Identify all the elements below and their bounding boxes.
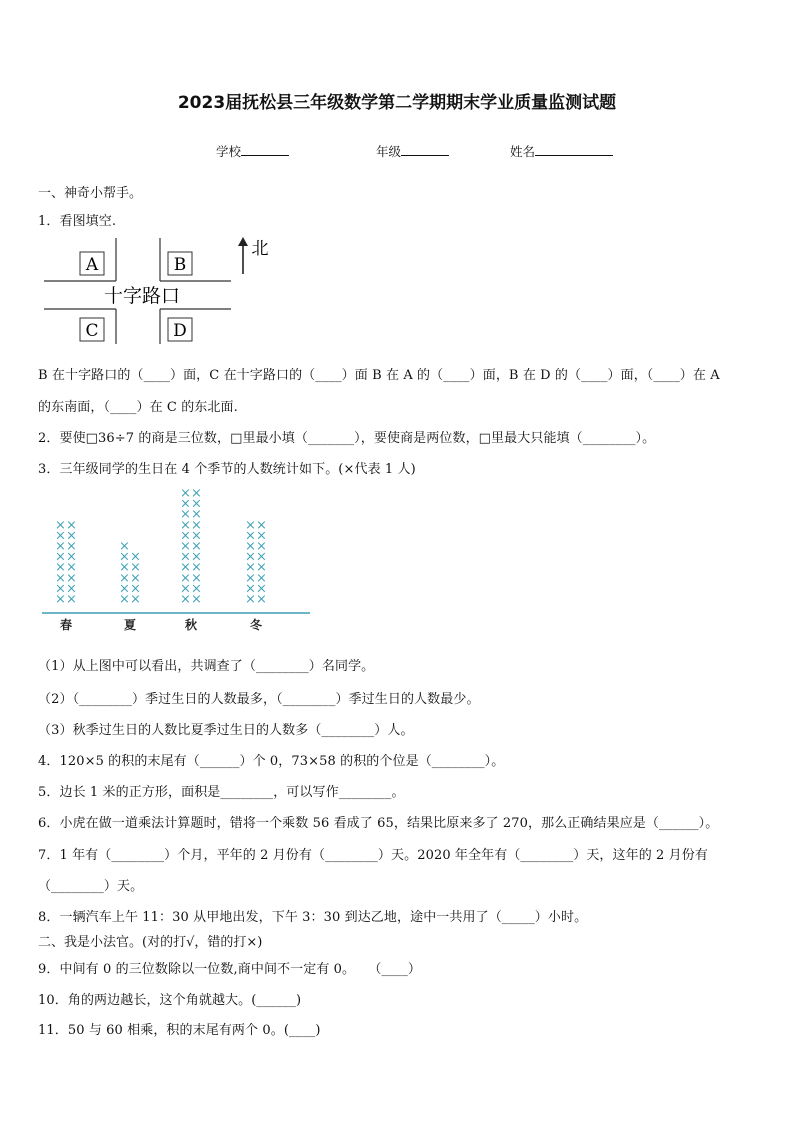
pictograph-mark-1-12: × (66, 560, 77, 576)
pictograph-mark-3-10: × (180, 496, 191, 512)
pictograph-mark-3-4: × (180, 560, 191, 576)
pictograph-mark-4-12: × (256, 560, 267, 576)
q3-lead: 3．三年级同学的生日在 4 个季节的人数统计如下。(×代表 1 人) (38, 462, 416, 477)
pictograph-mark-1-9: × (66, 592, 77, 607)
pictograph-mark-1-6: × (55, 539, 66, 554)
pictograph-mark-3-19: × (191, 517, 202, 533)
pictograph-mark-1-15: × (66, 528, 77, 544)
pictograph-mark-1-1: × (55, 592, 66, 607)
category-label-2: 夏 (123, 618, 137, 632)
label-d: D (173, 321, 187, 341)
pictograph-mark-4-16: × (256, 517, 267, 533)
pictograph-mark-2-6: × (119, 539, 130, 554)
q9-text: 9．中间有 0 的三位数除以一位数,商中间不一定有 0。 （____） (38, 962, 421, 977)
pictograph-mark-1-8: × (55, 517, 66, 533)
pictograph-mark-3-21: × (191, 496, 202, 512)
pictograph-mark-1-11: × (66, 570, 77, 586)
page-title: 2023届抚松县三年级数学第二学期期末学业质量监测试题 (177, 93, 617, 113)
pictograph-mark-2-9: × (130, 570, 141, 586)
pictograph-mark-4-7: × (245, 528, 256, 544)
name-blank[interactable] (535, 143, 613, 156)
pictograph-mark-4-4: × (245, 560, 256, 576)
pictograph-mark-3-9: × (180, 507, 191, 523)
q5-text: 5．边长 1 米的正方形，面积是________，可以写作________。 (38, 785, 405, 800)
pictograph-mark-3-12: × (191, 592, 202, 607)
category-label-3: 秋 (184, 618, 198, 632)
pictograph-mark-3-22: × (191, 486, 202, 501)
pictograph-mark-4-14: × (256, 539, 267, 554)
pictograph-mark-1-16: × (66, 517, 77, 533)
pictograph-mark-1-14: × (66, 539, 77, 554)
school-blank[interactable] (241, 143, 289, 156)
section2-heading: 二、我是小法官。(对的打√，错的打×) (38, 935, 263, 950)
q4-text: 4．120×5 的积的末尾有（______）个 0，73×58 的积的个位是（________）。 (38, 754, 505, 769)
q1-lead: 1．看图填空. (38, 214, 117, 229)
pictograph-mark-2-7: × (130, 592, 141, 607)
pictograph-mark-4-13: × (256, 549, 267, 565)
crossroads-label: 十字路口 (103, 285, 181, 307)
q3-sub1: （1）从上图中可以看出，共调查了（________）名同学。 (38, 659, 375, 674)
pictograph-mark-4-6: × (245, 539, 256, 554)
pictograph-mark-2-4: × (119, 560, 130, 576)
section1-heading: 一、神奇小帮手。 (38, 186, 143, 201)
pictograph-mark-3-3: × (180, 570, 191, 586)
pictograph-mark-4-5: × (245, 549, 256, 565)
label-c: C (85, 321, 99, 341)
grade-blank[interactable] (401, 143, 449, 156)
pictograph-mark-2-11: × (130, 549, 141, 565)
pictograph-mark-3-17: × (191, 539, 202, 554)
q1-text-line2: 的东南面，（____）在 C 的东北面. (38, 400, 238, 415)
pictograph-mark-2-5: × (119, 549, 130, 565)
pictograph-mark-1-2: × (55, 581, 66, 597)
pictograph-mark-4-9: × (256, 592, 267, 607)
category-label-1: 春 (59, 618, 73, 632)
pictograph-mark-3-2: × (180, 581, 191, 597)
pictograph-mark-2-3: × (119, 570, 130, 586)
label-box-a (80, 252, 104, 275)
q2-text: 2．要使□36÷7 的商是三位数，□里最小填（_______），要使商是两位数，□里最大只能填（________）。 (38, 431, 656, 446)
grade-label: 年级 (376, 144, 402, 159)
label-box-b (168, 252, 192, 275)
label-b: B (173, 255, 187, 275)
pictograph-mark-3-1: × (180, 592, 191, 607)
name-field[interactable] (510, 142, 613, 160)
pictograph-mark-3-16: × (191, 549, 202, 565)
pictograph-mark-3-15: × (191, 560, 202, 576)
q3-sub2: （2）（________）季过生日的人数最多，（________）季过生日的人数最少。 (38, 692, 480, 707)
grade-field[interactable] (376, 142, 449, 160)
pictograph-mark-2-2: × (119, 581, 130, 597)
q11-text: 11．50 与 60 相乘，积的末尾有两个 0。(____) (38, 1023, 321, 1038)
pictograph-mark-2-8: × (130, 581, 141, 597)
label-box-c (80, 318, 104, 341)
pictograph-mark-3-18: × (191, 528, 202, 544)
pictograph-mark-4-10: × (256, 581, 267, 597)
pictograph-mark-3-5: × (180, 549, 191, 565)
label-box-d (168, 318, 192, 341)
pictograph-mark-3-7: × (180, 528, 191, 544)
pictograph-mark-4-11: × (256, 570, 267, 586)
q7-line2: （________）天。 (38, 879, 144, 894)
pictograph-mark-4-1: × (245, 592, 256, 607)
q6-text: 6．小虎在做一道乘法计算题时，错将一个乘数 56 看成了 65，结果比原来多了 270，那么正确结果应是（______）。 (38, 816, 719, 831)
pictograph-mark-1-4: × (55, 560, 66, 576)
q7-line1: 7．1 年有（________）个月，平年的 2 月份有（________）天。2020 年全年有（________）天，这年的 2 月份有 (38, 848, 708, 863)
crossroads-diagram (38, 232, 278, 350)
pictograph-mark-4-15: × (256, 528, 267, 544)
pictograph-mark-1-13: × (66, 549, 77, 565)
chart-marks (55, 486, 267, 607)
pictograph-mark-2-10: × (130, 560, 141, 576)
pictograph-mark-3-6: × (180, 539, 191, 554)
pictograph-mark-4-8: × (245, 517, 256, 533)
pictograph-mark-1-10: × (66, 581, 77, 597)
pictograph-mark-1-3: × (55, 570, 66, 586)
q1-text-line1: B 在十字路口的（____）面，C 在十字路口的（____）面 B 在 A 的（____）面，B 在 D 的（____）面，（____）在 A (38, 368, 720, 383)
school-label: 学校 (216, 144, 242, 159)
pictograph-mark-1-7: × (55, 528, 66, 544)
chart-category-labels (60, 617, 263, 632)
pictograph-mark-3-14: × (191, 570, 202, 586)
pictograph-mark-3-8: × (180, 517, 191, 533)
north-arrow-icon (238, 237, 248, 274)
label-a: A (85, 255, 99, 275)
pictograph-mark-3-20: × (191, 507, 202, 523)
pictograph-mark-4-3: × (245, 570, 256, 586)
q8-text: 8．一辆汽车上午 11：30 从甲地出发，下午 3：30 到达乙地，途中一共用了（_____）小时。 (38, 910, 588, 925)
north-label: 北 (251, 239, 269, 259)
q10-text: 10．角的两边越长，这个角就越大。(______) (38, 993, 302, 1008)
pictograph-mark-1-5: × (55, 549, 66, 565)
pictograph-mark-2-1: × (119, 592, 130, 607)
q3-sub3: （3）秋季过生日的人数比夏季过生日的人数多（________）人。 (38, 723, 414, 738)
school-field[interactable] (216, 142, 289, 160)
pictograph-mark-4-2: × (245, 581, 256, 597)
name-label: 姓名 (510, 144, 536, 159)
category-label-4: 冬 (249, 618, 263, 632)
season-pictograph (38, 486, 318, 636)
pictograph-mark-3-11: × (180, 486, 191, 501)
pictograph-mark-3-13: × (191, 581, 202, 597)
